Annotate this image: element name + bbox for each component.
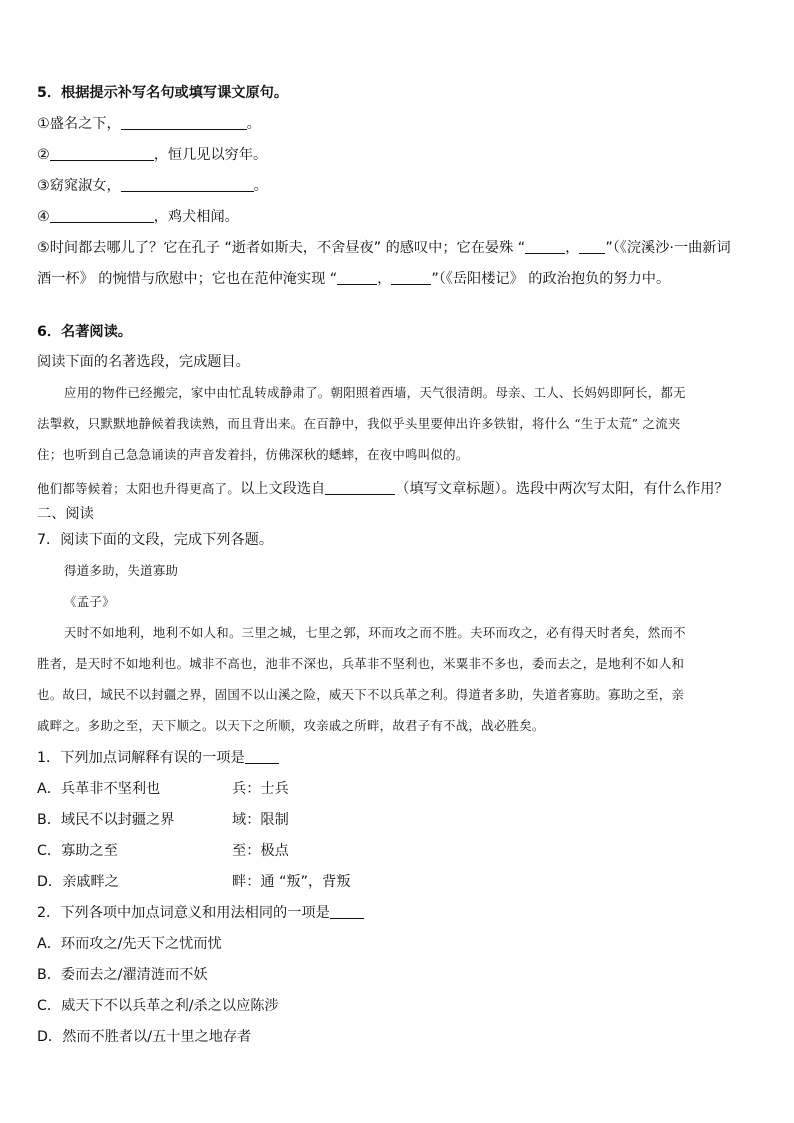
passage-heading: 得道多助，失道寡助 [64,563,179,578]
blank[interactable] [121,115,247,130]
q7-sub1-option-c: C．寡助之至 至：极点 [37,843,289,859]
q7-sub1-question: 1．下列加点词解释有误的一项是 [37,748,279,768]
q5-item-1: ①盛名之下， 。 [37,116,261,132]
q7-title: 7．阅读下面的文段，完成下列各题。 [37,532,274,548]
q7-sub2-option-a: A．环而攻之/先天下之忧而忧 [37,936,222,952]
q7-sub2-option-b: B．委而去之/濯清涟而不妖 [37,967,208,983]
q5-item-5-cont: 酒一杯》 的惋惜与欣慰中；它也在范仲淹实现 “ ， ”（《岳阳楼记》 的政治抱负的努力中。 [37,271,671,287]
q7-sub1-option-a: A．兵革非不坚利也 兵：士兵 [37,781,289,797]
q5-item-2: ② ，恒几见以穷年。 [37,147,268,163]
q7-sub2-question: 2．下列各项中加点词意义和用法相同的一项是 [37,903,364,923]
q7-passage-line: 天时不如地利，地利不如人和。三里之城，七里之郭，环而攻之而不胜。夫环而攻之，必有得天时者矣，然而不 [64,625,686,640]
q7-passage-line: 胜者，是天时不如地利也。城非不高也，池非不深也，兵革非不坚利也，米粟非不多也，委而去之，是地利不如人和 [37,656,685,671]
q6-passage-line: 法掣救，只默默地静候着我读熟，而且背出来。在百静中，我似乎头里要伸出许多铁钳，将什么 “生于太荒” 之流夹 [37,416,681,431]
q6-passage-line: 应用的物件已经搬完，家中由忙乱转成静肃了。朝阳照着西墙，天气很清朗。母亲、工人、长妈妈即阿长，都无 [64,385,686,400]
section-heading: 二、阅读 [37,506,94,522]
q7-sub1-option-b: B．域民不以封疆之界 域：限制 [37,812,289,828]
q7-sub2-option-c: C．威天下不以兵革之利/杀之以应陈涉 [37,998,279,1014]
q5-item-5: ⑤时间都去哪儿了？它在孔子 “逝者如斯夫，不舍昼夜” 的感叹中；它在晏殊 “ ， ”（《浣溪沙·一曲新词 [37,240,731,256]
blank[interactable] [245,749,279,764]
blank[interactable] [337,270,377,285]
blank[interactable] [50,208,154,223]
q6-passage-question: 他们都等候着；太阳也升得更高了。以上文段选自 （填写文章标题）。选段中两次写太阳，有什么作用？ [37,481,729,497]
q5-title: 5．根据提示补写名句或填写课文原句。 [37,85,289,101]
blank[interactable] [391,270,431,285]
q7-passage-line: 戚畔之。多助之至，天下顺之。以天下之所顺，攻亲戚之所畔，故君子有不战，战必胜矣。 [37,718,545,733]
q6-title: 6．名著阅读。 [37,324,132,340]
q5-item-3: ③窈窕淑女， 。 [37,178,268,194]
blank[interactable] [121,177,254,192]
blank[interactable] [330,904,364,919]
q6-passage-line: 住；也听到自己急急诵读的声音发着抖，仿佛深秋的蟋蟀，在夜中鸣叫似的。 [37,447,469,462]
passage-author: 《孟子》 [64,594,115,609]
blank[interactable] [50,146,154,161]
blank[interactable] [325,480,395,495]
q7-sub1-option-d: D．亲戚畔之 畔：通 “叛”，背叛 [37,874,351,890]
q7-passage-line: 也。故曰，域民不以封疆之界，固国不以山溪之险，威天下不以兵革之利。得道者多助，失道者寡助。寡助之至，亲 [37,687,685,702]
blank[interactable] [525,239,565,254]
blank[interactable] [579,239,605,254]
q7-sub2-option-d: D．然而不胜者以/五十里之地存者 [37,1029,252,1045]
q6-instruction: 阅读下面的名著选段，完成题目。 [37,354,250,370]
q5-item-4: ④ ，鸡犬相闻。 [37,209,239,225]
